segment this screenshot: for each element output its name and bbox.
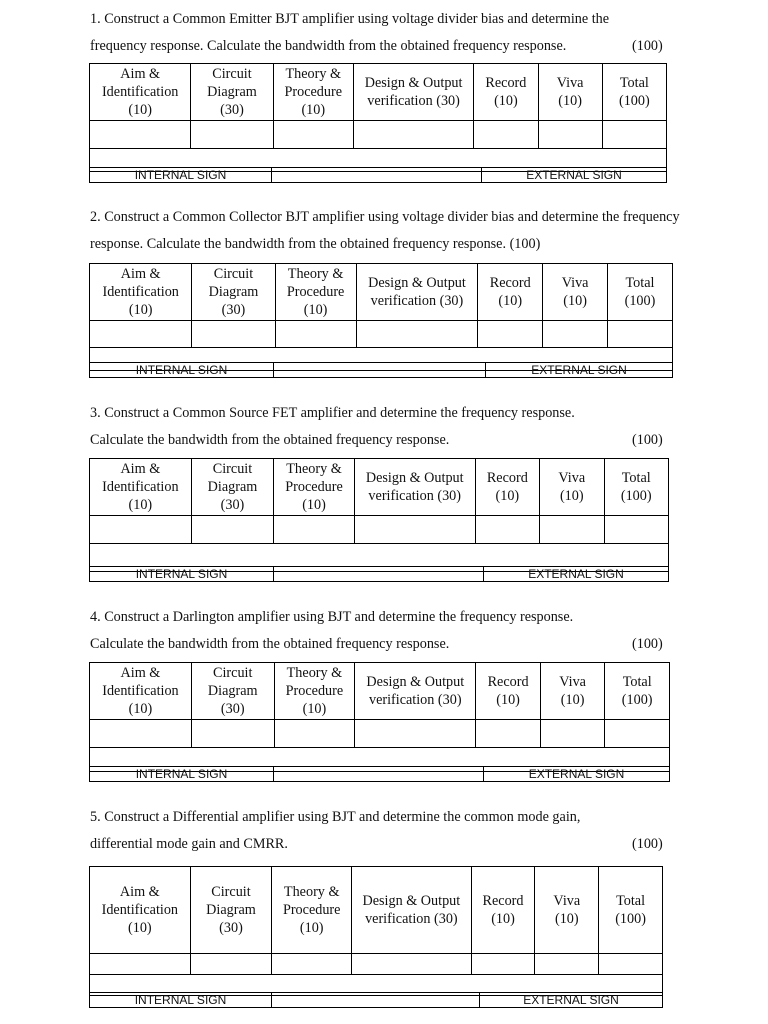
header-circuit-line: (30) xyxy=(220,102,244,118)
header-viva-line: Viva xyxy=(559,674,586,690)
question-5-max-marks: (100) xyxy=(632,836,663,852)
header-circuit-line: Diagram xyxy=(208,284,259,300)
header-record-line: (10) xyxy=(498,293,523,309)
marks-table-3 xyxy=(89,458,669,572)
header-theory-line: Theory & xyxy=(287,266,344,282)
internal-sign-label: INTERNAL SIGN xyxy=(90,567,274,582)
marks-entry-design[interactable] xyxy=(353,121,473,149)
header-total-line: Total xyxy=(625,275,655,291)
marks-table-4 xyxy=(89,662,670,772)
header-total-line: (100) xyxy=(624,293,656,309)
marks-entry-design[interactable] xyxy=(355,720,476,748)
marks-entry-aim[interactable] xyxy=(90,121,191,149)
sign-strip-1 xyxy=(89,167,667,183)
header-theory-line: Procedure xyxy=(285,479,343,495)
header-aim-line: Identification xyxy=(101,902,179,918)
marks-entry-total[interactable] xyxy=(604,516,668,544)
header-aim-line: (10) xyxy=(128,701,153,717)
header-design-line: Design & Output xyxy=(362,893,461,909)
marks-entry-viva[interactable] xyxy=(538,121,602,149)
header-record xyxy=(476,663,541,720)
header-theory-line: Theory & xyxy=(285,66,342,82)
marks-entry-total[interactable] xyxy=(599,954,663,975)
sign-strip-4 xyxy=(89,766,670,782)
header-record xyxy=(471,867,535,954)
marks-entry-row xyxy=(90,121,667,149)
marks-entry-design[interactable] xyxy=(354,516,475,544)
header-aim-line: Identification xyxy=(102,284,179,300)
header-record-line: Record xyxy=(485,75,527,91)
header-theory xyxy=(274,663,355,720)
sign-strip-5 xyxy=(89,992,663,1008)
header-total xyxy=(608,264,673,321)
header-circuit xyxy=(191,663,274,720)
marks-entry-record[interactable] xyxy=(476,720,541,748)
marks-entry-row xyxy=(90,516,669,544)
sign-row xyxy=(90,993,663,1008)
header-aim-line: Identification xyxy=(101,84,179,100)
header-theory-line: (10) xyxy=(299,920,324,936)
question-4-line-1: 4. Construct a Darlington amplifier using BJT and determine the frequency response. xyxy=(90,609,574,625)
internal-sign-label: INTERNAL SIGN xyxy=(90,363,274,378)
marks-entry-circuit[interactable] xyxy=(192,321,275,348)
marks-entry-viva[interactable] xyxy=(540,516,604,544)
header-aim-line: Aim & xyxy=(120,66,161,82)
marks-entry-theory[interactable] xyxy=(274,720,355,748)
marks-entry-circuit[interactable] xyxy=(190,954,272,975)
header-circuit-line: Diagram xyxy=(207,479,258,495)
marks-entry-aim[interactable] xyxy=(90,321,192,348)
header-circuit-line: Circuit xyxy=(213,665,253,681)
header-theory-line: Procedure xyxy=(285,683,344,699)
header-design xyxy=(356,264,478,321)
header-circuit-line: (30) xyxy=(220,701,245,717)
header-theory xyxy=(274,459,355,516)
marks-entry-record[interactable] xyxy=(478,321,543,348)
header-aim xyxy=(90,867,191,954)
header-theory-line: (10) xyxy=(302,497,326,513)
header-circuit xyxy=(191,64,273,121)
header-theory xyxy=(273,64,353,121)
header-aim-line: Aim & xyxy=(120,266,161,282)
header-viva xyxy=(540,459,604,516)
header-viva-line: (10) xyxy=(558,93,582,109)
header-design-line: verification (30) xyxy=(365,911,458,927)
marks-entry-record[interactable] xyxy=(474,121,538,149)
sign-strip-2 xyxy=(89,362,673,378)
header-viva-line: Viva xyxy=(558,470,586,486)
header-circuit xyxy=(192,264,275,321)
header-total-line: (100) xyxy=(621,692,653,708)
header-circuit xyxy=(191,459,274,516)
header-record xyxy=(475,459,539,516)
header-circuit-line: Diagram xyxy=(207,84,257,100)
header-aim-line: Aim & xyxy=(120,665,161,681)
question-3-line-1: 3. Construct a Common Source FET amplifier and determine the frequency response. xyxy=(90,405,575,421)
header-circuit-line: Circuit xyxy=(212,66,252,82)
internal-sign-label: INTERNAL SIGN xyxy=(90,993,272,1008)
header-design-line: verification (30) xyxy=(368,692,462,708)
header-theory-line: (10) xyxy=(301,102,326,118)
header-theory-line: (10) xyxy=(303,302,328,318)
header-viva-line: Viva xyxy=(556,75,584,91)
header-aim xyxy=(90,663,192,720)
marks-entry-aim[interactable] xyxy=(90,516,192,544)
marks-entry-row xyxy=(90,720,670,748)
header-total-line: (100) xyxy=(618,93,650,109)
header-total xyxy=(604,459,668,516)
header-record-line: Record xyxy=(482,893,524,909)
sign-row xyxy=(90,567,669,582)
header-record-line: Record xyxy=(486,470,528,486)
question-3-max-marks: (100) xyxy=(632,432,663,448)
header-design-line: Design & Output xyxy=(368,275,466,291)
header-total-line: Total xyxy=(619,75,649,91)
header-aim-line: (10) xyxy=(128,920,152,936)
header-row xyxy=(90,867,663,954)
header-aim-line: Aim & xyxy=(120,461,161,477)
marks-entry-aim[interactable] xyxy=(90,954,191,975)
sign-row xyxy=(90,168,667,183)
header-circuit xyxy=(190,867,272,954)
marks-entry-circuit[interactable] xyxy=(191,720,274,748)
header-viva-line: Viva xyxy=(553,893,581,909)
header-aim-line: (10) xyxy=(128,102,152,118)
header-total-line: (100) xyxy=(615,911,646,927)
marks-entry-total[interactable] xyxy=(602,121,666,149)
sign-field[interactable] xyxy=(274,567,484,582)
header-circuit-line: Circuit xyxy=(211,884,251,900)
header-row xyxy=(90,64,667,121)
question-2-line-2: response. Calculate the bandwidth from the obtained frequency response. (100) xyxy=(90,236,541,252)
question-1-max-marks: (100) xyxy=(632,38,663,54)
marks-entry-record[interactable] xyxy=(471,954,535,975)
header-theory-line: (10) xyxy=(302,701,327,717)
marks-entry-total[interactable] xyxy=(605,720,670,748)
header-theory-line: Theory & xyxy=(286,665,343,681)
header-total-line: (100) xyxy=(620,488,652,504)
marks-entry-theory[interactable] xyxy=(275,321,356,348)
external-sign-label: EXTERNAL SIGN xyxy=(480,993,663,1008)
header-circuit-line: Diagram xyxy=(207,683,258,699)
header-design xyxy=(353,64,473,121)
question-5-line-2: differential mode gain and CMRR. xyxy=(90,836,288,852)
marks-entry-viva[interactable] xyxy=(535,954,599,975)
internal-sign-label: INTERNAL SIGN xyxy=(90,168,272,183)
header-viva-line: (10) xyxy=(559,488,584,504)
header-design-line: verification (30) xyxy=(367,93,460,109)
sign-field[interactable] xyxy=(274,767,484,782)
header-row xyxy=(90,459,669,516)
marks-entry-viva[interactable] xyxy=(543,321,608,348)
header-theory xyxy=(275,264,356,321)
header-circuit-line: (30) xyxy=(221,302,246,318)
header-record-line: (10) xyxy=(494,93,518,109)
header-total xyxy=(602,64,666,121)
marks-table-5 xyxy=(89,866,663,996)
sign-field[interactable] xyxy=(272,168,482,183)
header-total-line: Total xyxy=(621,470,651,486)
marks-table-2 xyxy=(89,263,673,371)
marks-entry-total[interactable] xyxy=(608,321,673,348)
header-theory-line: Theory & xyxy=(286,461,342,477)
sign-strip-3 xyxy=(89,566,669,582)
marks-entry-theory[interactable] xyxy=(274,516,355,544)
header-circuit-line: Circuit xyxy=(212,461,253,477)
header-design-line: Design & Output xyxy=(366,674,465,690)
header-viva-line: (10) xyxy=(560,692,585,708)
marks-table-1 xyxy=(89,63,667,172)
header-theory-line: Theory & xyxy=(283,884,340,900)
header-total xyxy=(605,663,670,720)
question-5-line-1: 5. Construct a Differential amplifier using BJT and determine the common mode gain, xyxy=(90,809,581,825)
header-theory xyxy=(272,867,352,954)
external-sign-label: EXTERNAL SIGN xyxy=(484,767,670,782)
header-record-line: (10) xyxy=(491,911,515,927)
header-viva xyxy=(535,867,599,954)
question-1-line-1: 1. Construct a Common Emitter BJT amplifier using voltage divider bias and determine the xyxy=(90,11,610,27)
header-viva xyxy=(538,64,602,121)
header-theory-line: Procedure xyxy=(286,284,345,300)
sign-row xyxy=(90,363,673,378)
marks-entry-design[interactable] xyxy=(356,321,478,348)
header-circuit-line: Diagram xyxy=(206,902,256,918)
header-aim-line: (10) xyxy=(128,497,153,513)
marks-entry-row xyxy=(90,321,673,348)
question-4-line-2: Calculate the bandwidth from the obtained frequency response. xyxy=(90,636,450,652)
header-aim xyxy=(90,64,191,121)
marks-entry-aim[interactable] xyxy=(90,720,192,748)
header-aim-line: Identification xyxy=(102,479,179,495)
header-theory-line: Procedure xyxy=(284,84,343,100)
marks-entry-circuit[interactable] xyxy=(191,121,273,149)
header-theory-line: Procedure xyxy=(282,902,341,918)
header-aim xyxy=(90,459,192,516)
header-circuit-line: Circuit xyxy=(213,266,254,282)
sign-row xyxy=(90,767,670,782)
header-design-line: Design & Output xyxy=(365,470,464,486)
header-aim-line: Aim & xyxy=(119,884,160,900)
header-aim-line: Identification xyxy=(102,683,179,699)
header-record xyxy=(474,64,538,121)
external-sign-label: EXTERNAL SIGN xyxy=(482,168,667,183)
marks-entry-theory[interactable] xyxy=(273,121,353,149)
header-total-line: Total xyxy=(622,674,652,690)
header-row xyxy=(90,663,670,720)
marks-entry-circuit[interactable] xyxy=(191,516,274,544)
question-3-line-2: Calculate the bandwidth from the obtained frequency response. xyxy=(90,432,450,448)
marks-entry-theory[interactable] xyxy=(272,954,352,975)
header-total-line: Total xyxy=(616,893,646,909)
sign-field[interactable] xyxy=(272,993,480,1008)
header-design-line: verification (30) xyxy=(368,488,461,504)
marks-entry-record[interactable] xyxy=(475,516,539,544)
header-record-line: (10) xyxy=(495,488,520,504)
header-viva-line: (10) xyxy=(563,293,587,309)
header-record-line: Record xyxy=(489,275,531,291)
header-design-line: verification (30) xyxy=(370,293,464,309)
external-sign-label: EXTERNAL SIGN xyxy=(484,567,669,582)
header-viva xyxy=(543,264,608,321)
header-record-line: (10) xyxy=(496,692,520,708)
header-record xyxy=(478,264,543,321)
header-total xyxy=(599,867,663,954)
question-1-line-2: frequency response. Calculate the bandwidth from the obtained frequency response. xyxy=(90,38,567,54)
question-4-max-marks: (100) xyxy=(632,636,663,652)
header-design-line: Design & Output xyxy=(364,75,463,91)
header-row xyxy=(90,264,673,321)
header-aim xyxy=(90,264,192,321)
header-circuit-line: (30) xyxy=(219,920,243,936)
header-aim-line: (10) xyxy=(128,302,153,318)
sign-field[interactable] xyxy=(274,363,486,378)
header-design xyxy=(354,459,475,516)
external-sign-label: EXTERNAL SIGN xyxy=(486,363,673,378)
header-design xyxy=(355,663,476,720)
internal-sign-label: INTERNAL SIGN xyxy=(90,767,274,782)
header-record-line: Record xyxy=(487,674,529,690)
header-viva-line: (10) xyxy=(554,911,579,927)
marks-entry-design[interactable] xyxy=(352,954,472,975)
header-circuit-line: (30) xyxy=(220,497,245,513)
question-2-line-1: 2. Construct a Common Collector BJT amplifier using voltage divider bias and determine the frequency xyxy=(90,209,680,225)
header-design xyxy=(352,867,472,954)
marks-entry-viva[interactable] xyxy=(540,720,605,748)
marks-entry-row xyxy=(90,954,663,975)
header-viva-line: Viva xyxy=(561,275,589,291)
header-viva xyxy=(540,663,605,720)
